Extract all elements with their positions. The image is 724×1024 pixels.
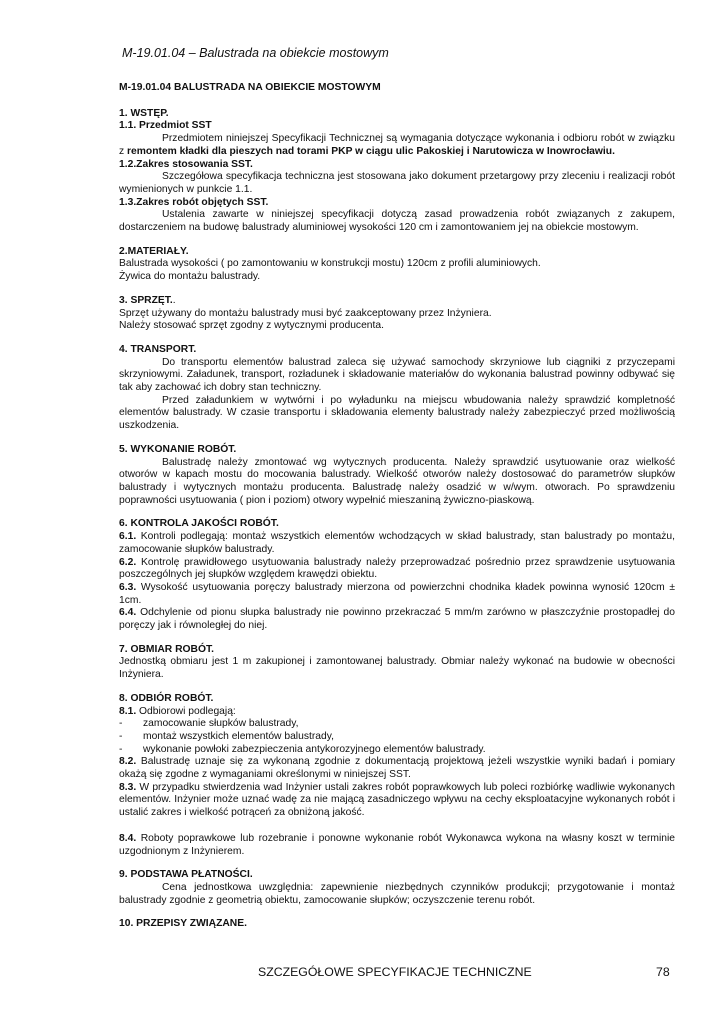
item-6-4 — [119, 607, 675, 632]
section-8-heading: 8. ODBIÓR ROBÓT. — [119, 692, 214, 704]
section-3 — [119, 295, 675, 333]
section-5-heading: 5. WYKONANIE ROBÓT. — [119, 443, 237, 455]
running-header: M-19.01.04 – Balustrada na obiekcie mostowym — [122, 46, 389, 60]
item-6-3-text: Wysokość usytuowania poręczy balustrady mierzona od powierzchni chodnika kładek powinna wynosić 120cm ± 1cm. — [119, 581, 675, 606]
item-8-3-text: W przypadku stwierdzenia wad Inżynier ustali zakres robót poprawkowych lub poleci rozbiórkę wadliwie wykonanych elementów. Inżynier może uznać wadę za nie mającą zasadniczego wpływu na cechy eksploatacyjne wykonanych robót i ustalić zakres i wielkość potrąceń za obniżoną jakość. — [119, 781, 675, 819]
section-3-heading: 3. SPRZĘT. — [119, 294, 173, 306]
item-8-4-number: 8.4. — [119, 832, 137, 844]
item-6-1-number: 6.1. — [119, 531, 137, 543]
section-10-heading: 10. PRZEPISY ZWIĄZANE. — [119, 918, 247, 930]
item-8-3-number: 8.3. — [119, 781, 137, 793]
document-title: M-19.01.04 BALUSTRADA NA OBIEKCIE MOSTOWYM — [119, 82, 381, 93]
spacer — [119, 820, 675, 833]
list-bullet: - — [119, 743, 123, 755]
item-8-2 — [119, 756, 675, 781]
item-6-1-text: Kontroli podlegają: montaż wszystkich elementów wchodzących w skład balustrady, stan balustrady po montażu, zamocowanie słupków balustrady. — [119, 531, 675, 555]
list-item — [119, 731, 675, 744]
section-6-heading: 6. KONTROLA JAKOŚCI ROBÓT. — [119, 518, 279, 530]
list-item — [119, 744, 675, 757]
item-8-1 — [119, 706, 675, 719]
section-4-paragraph-1: Do transportu elementów balustrad zaleca się używać samochody skrzyniowe lub ciągniki z przyczepami skrzyniowymi. Załadunek, transport, rozładunek i składowanie materiałów do wykonania balustrad powinny odbywać się tak aby zachować ich dobry stan techniczny. — [119, 356, 675, 394]
section-7-heading: 7. OBMIAR ROBÓT. — [119, 643, 214, 655]
item-6-1 — [119, 531, 675, 556]
item-8-1-number: 8.1. — [119, 705, 137, 717]
subsection-1-3-text: Ustalenia zawarte w niniejszej specyfikacji dotyczą zasad prowadzenia robót związanych z zakupem, dostarczeniem na budowę balustrady aluminiowej wysokości 120 cm i zamontowaniem jej na obiekcie mostowym. — [119, 209, 675, 234]
section-3-line-1: Sprzęt używany do montażu balustrady musi być zaakceptowany przez Inżyniera. — [119, 307, 492, 319]
section-3-line-2: Należy stosować sprzęt zgodny z wytycznymi producenta. — [119, 320, 384, 332]
subsection-1-2-text: Szczegółowa specyfikacja techniczna jest stosowana jako dokument przetargowy przy zleceniu i realizacji robót wymienionych w punkcie 1.1. — [119, 171, 675, 195]
item-6-4-number: 6.4. — [119, 607, 137, 619]
list-item-text: wykonanie powłoki zabezpieczenia antykorozyjnego elementów balustrady. — [143, 743, 486, 755]
section-7-paragraph-1: Jednostką obmiaru jest 1 m zakupionej i zamontowanej balustrady. Obmiar należy wykonać na budowie w obecności Inżyniera. — [119, 656, 675, 681]
section-2-heading: 2.MATERIAŁY. — [119, 245, 189, 257]
item-6-3-number: 6.3. — [119, 581, 137, 593]
item-6-4-text: Odchylenie od pionu słupka balustrady nie powinno przekraczać 5 mm/m zarówno w płaszczyźnie prostopadłej do poręczy jak i równoległej do niej. — [119, 607, 675, 632]
item-8-2-text: Balustradę uznaje się za wykonaną zgodnie z dokumentacją projektową jeżeli wszystkie wyniki badań i pomiary okażą się zgodne z wymaganiami określonymi w niniejszej SST. — [119, 756, 675, 781]
list-item-text: montaż wszystkich elementów balustrady, — [143, 730, 334, 742]
section-9 — [119, 869, 675, 907]
item-6-2-text: Kontrolę prawidłowego usytuowania balustrady należy przeprowadzać pośrednio przez sprawdzenie usytuowania poszczególnych jej słupków względem krawędzi obiektu. — [119, 556, 675, 581]
item-8-3 — [119, 782, 675, 820]
document-body — [119, 82, 675, 942]
section-4-paragraph-2: Przed załadunkiem w wytwórni i po wyładunku na miejscu wbudowania należy sprawdzić kompletność elementów balustrady. W czasie transportu i składowania elementy balustrady należy zabezpieczyć przed możliwością uszkodzenia. — [119, 394, 675, 432]
subsection-1-2-heading: 1.2.Zakres stosowania SST. — [119, 158, 253, 170]
section-4 — [119, 344, 675, 433]
list-bullet: - — [119, 730, 123, 742]
section-3-heading-row — [119, 295, 675, 308]
list-bullet: - — [119, 718, 123, 730]
item-6-3 — [119, 582, 675, 607]
section-6 — [119, 518, 675, 632]
item-8-4-text: Roboty poprawkowe lub rozebranie i ponowne wykonanie robót Wykonawca wykona na własny koszt w terminie uzgodnionym z Inżynierem. — [119, 832, 675, 857]
subsection-1-1-heading: 1.1. Przedmiot SST — [119, 120, 212, 132]
list-item-text: zamocowanie słupków balustrady, — [143, 718, 299, 730]
item-6-2 — [119, 557, 675, 582]
subsection-1-3-heading: 1.3.Zakres robót objętych SST. — [119, 196, 269, 208]
section-3-heading-suffix: . — [172, 294, 176, 306]
footer-label: SZCZEGÓŁOWE SPECYFIKACJE TECHNICZNE — [258, 965, 532, 979]
section-1 — [119, 108, 675, 235]
item-8-2-number: 8.2. — [119, 756, 137, 768]
section-8 — [119, 693, 675, 858]
item-6-2-number: 6.2. — [119, 556, 137, 568]
section-5 — [119, 444, 675, 508]
section-5-paragraph-1: Balustradę należy zmontować wg wytycznych producenta. Należy sprawdzić usytuowanie oraz wielkość otworów w kapach mostu do mocowania balustrady. Wielkość otworów należy dostosować do parametrów słupków balustrady i wytycznych montażu producenta. Balustradę należy osadzić w w/wym. otworach. Po sprawdzeniu poprawności usytuowania ( pion i poziom) otwory wypełnić mieszaniną żywiczno-piaskową. — [119, 456, 675, 506]
list-item — [119, 718, 675, 731]
section-2-line-2: Żywica do montażu balustrady. — [119, 271, 261, 283]
section-9-heading: 9. PODSTAWA PŁATNOŚCI. — [119, 869, 253, 881]
subsection-1-1-text-bold: remontem kładki dla pieszych nad torami PKP w ciągu ulic Pakoskiej i Narutowicza w Inowrocławiu. — [127, 145, 615, 157]
section-7 — [119, 644, 675, 682]
subsection-1-1-text — [119, 133, 675, 158]
page-number: 78 — [656, 965, 670, 979]
section-4-heading: 4. TRANSPORT. — [119, 343, 197, 355]
subsection-1-1-text-a: Przedmiotem niniejszej Specyfikacji Technicznej są wymagania dotyczące wykonania i odbioru robót w związku z — [119, 133, 675, 157]
item-8-1-text: Odbiorowi podlegają: — [136, 705, 236, 717]
section-2-line-1: Balustrada wysokości ( po zamontowaniu w konstrukcji mostu) 120cm z profili aluminiowych. — [119, 258, 541, 270]
section-2 — [119, 246, 675, 284]
item-8-4 — [119, 833, 675, 858]
section-1-heading: 1. WSTĘP. — [119, 107, 169, 119]
section-9-paragraph-1: Cena jednostkowa uwzględnia: zapewnienie niezbędnych czynników produkcji; przygotowanie i montaż balustrady zgodnie z geometrią obiektu, zamocowanie słupków; oczyszczenie terenu robót. — [119, 881, 675, 906]
section-10 — [119, 918, 675, 931]
